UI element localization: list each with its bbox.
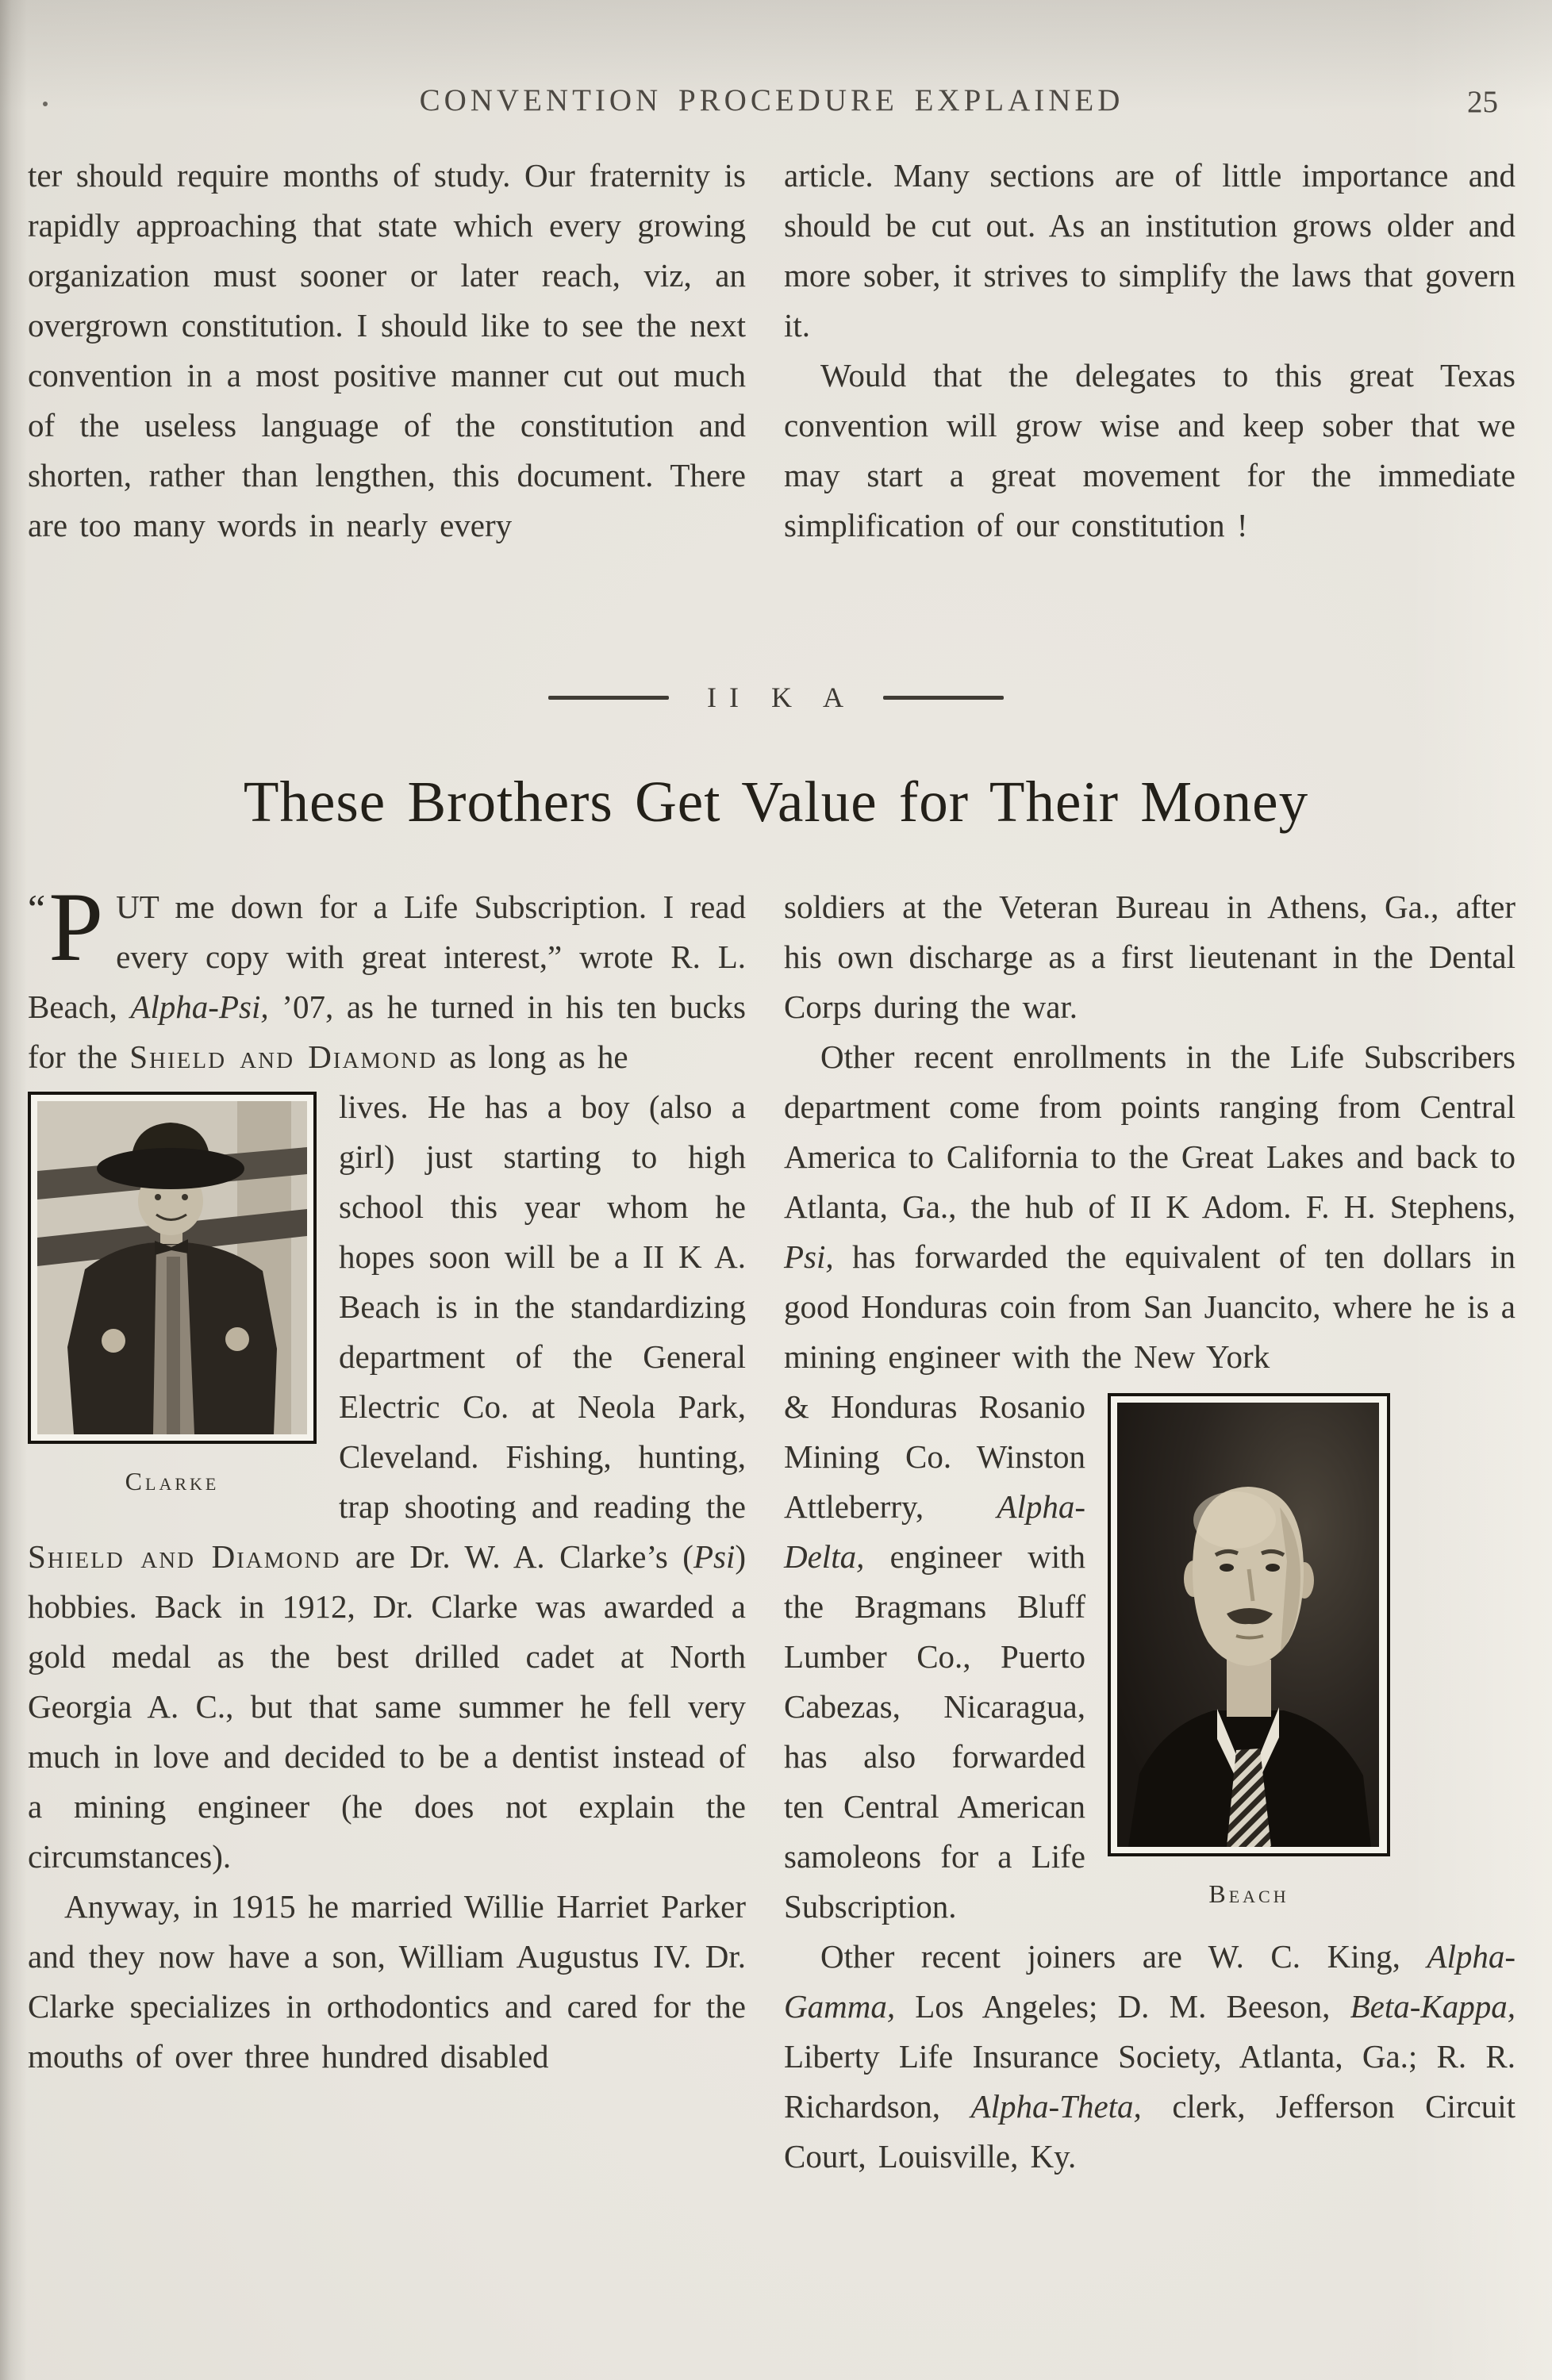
clarke-photo [28,1092,317,1444]
article2-left-paragraph-1-text: UT me down for a Life Subscription. I read every copy with great interest,” wrote R. L. Beach, Alpha-Psi, ’07, as he turned in his ten bucks for the Shield and Diamond as long as he [28,889,746,1075]
dropcap-open-quote: “ [28,886,46,931]
article2-left-paragraph-1 [28,873,746,1082]
divider-rule-left [548,696,669,700]
clarke-figure [28,1092,317,1507]
article2-right-column [784,882,1516,2182]
dropcap-letter: P [48,873,104,981]
article1-left-paragraph: ter should require months of study. Our fraternity is rapidly approaching that state which every growing organization must sooner or later reach, viz, an overgrown constitution. I should like to see the next convention in a most positive manner cut out much of the useless language of the constitution and shorten, rather than lengthen, this document. There are too many words in nearly every [28,157,746,543]
article2-right-paragraph-4: Other recent joiners are W. C. King, Alpha-Gamma, Los Angeles; D. M. Beeson, Beta-Kappa, Liberty Life Insurance Society, Atlanta, Ga.; R. R. Richardson, Alpha-Theta, clerk, Jefferson Circuit Court, Louisville, Ky. [784,1938,1516,2175]
divider-rule-right [883,696,1004,700]
running-header [28,83,1516,132]
beach-photo [1108,1393,1390,1856]
beach-photo-illustration [1117,1403,1379,1847]
page-title: CONVENTION PROCEDURE EXPLAINED [419,83,1124,117]
beach-caption: Beach [1208,1879,1289,1908]
section-divider [0,681,1552,714]
article2-right-paragraph-2: Other recent enrollments in the Life Subscribers department come from points ranging from Central America to California to the Great Lakes and back to Atlanta, Ga., the hub of II K Adom. F. H. Stephens, Psi, has forwarded the equivalent of ten dollars in good Honduras coin from San Juancito, where he is a mining engineer with the New York [784,1038,1516,1375]
article2-left-paragraph-3: Anyway, in 1915 he married Willie Harriet Parker and they now have a son, William Augustus IV. Dr. Clarke specializes in orthodontics and cared for the mouths of over three hundred disabled [28,1888,746,2075]
clarke-photo-illustration [37,1101,307,1434]
article1-right-paragraph-1: article. Many sections are of little importance and should be cut out. As an institution grows older and more sober, it strives to simplify the laws that govern it. [784,157,1516,344]
article1-right-column [784,151,1516,551]
article2-left-column [28,873,746,2082]
dropcap-wrap [28,873,104,981]
beach-figure [1108,1393,1390,1919]
article-headline: These Brothers Get Value for Their Money [243,770,1309,834]
page-number: 25 [1467,85,1498,119]
article1-right-paragraph-2: Would that the delegates to this great Texas convention will grow wise and keep sober that we may start a great movement for the immediate simplification of our constitution ! [784,357,1516,543]
article2-left-paragraph-2: lives. He has a boy (also a girl) just starting to high school this year whom he hopes soon will be a II K A. Beach is in the standardizing department of the General Electric Co. at Neola Park, Cleveland. Fishing, hunting, trap shooting and reading the Shield and Diamond are Dr. W. A. Clarke’s (Psi) hobbies. Back in 1912, Dr. Clarke was awarded a gold medal as the best drilled cadet at North Georgia A. C., but that same summer he fell very much in love and decided to be a dentist instead of a mining engineer (he does not explain the circumstances). [28,1088,746,1875]
clarke-caption: Clarke [125,1467,220,1495]
article2-right-paragraph-1: soldiers at the Veteran Bureau in Athens, Ga., after his own discharge as a first lieutenant in the Dental Corps during the war. [784,889,1516,1025]
divider-monogram: II K A [707,681,856,713]
article1-left-column [28,151,746,551]
article2-right-paragraph-3: & Honduras Rosanio Mining Co. Winston Attleberry, Alpha-Delta, engineer with the Bragmans Bluff Lumber Co., Puerto Cabezas, Nicaragua, has also forwarded ten Central American samoleons for a Life Subscription. [784,1388,1085,1925]
